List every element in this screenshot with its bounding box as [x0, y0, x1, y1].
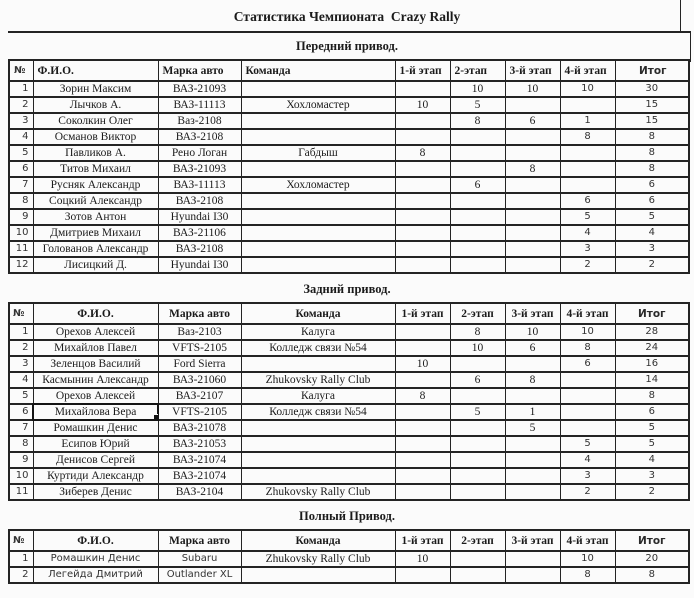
cell[interactable]: Zhukovsky Rally Club: [241, 372, 395, 388]
cell[interactable]: [450, 468, 505, 484]
cell[interactable]: 10: [395, 551, 450, 567]
table-row: [9, 81, 689, 97]
column-header[interactable]: 1-й этап: [395, 530, 450, 551]
cell[interactable]: [395, 81, 450, 97]
cell[interactable]: ВАЗ-2108: [158, 241, 241, 257]
cell[interactable]: Соцкий Александр: [33, 193, 158, 209]
cell[interactable]: 3: [615, 468, 689, 484]
cell[interactable]: 5: [560, 209, 615, 225]
selected-cell[interactable]: Михайлова Вера: [33, 404, 158, 420]
cell[interactable]: 4: [615, 225, 689, 241]
column-header[interactable]: Марка авто: [158, 303, 241, 324]
cell[interactable]: 6: [450, 372, 505, 388]
cell[interactable]: [560, 161, 615, 177]
cell[interactable]: Титов Михаил: [33, 161, 158, 177]
row-number-cell[interactable]: 11: [9, 241, 33, 257]
cell[interactable]: 10: [505, 81, 560, 97]
cell[interactable]: [450, 209, 505, 225]
cell[interactable]: ВАЗ-2107: [158, 388, 241, 404]
table-row: [9, 468, 689, 484]
cell[interactable]: [505, 436, 560, 452]
cell[interactable]: [241, 209, 395, 225]
table-row: [9, 177, 689, 193]
cell[interactable]: 3: [615, 241, 689, 257]
table-row: [9, 484, 689, 500]
cell[interactable]: [241, 225, 395, 241]
column-header[interactable]: 2-этап: [450, 530, 505, 551]
cell[interactable]: 5: [505, 420, 560, 436]
cell[interactable]: [505, 177, 560, 193]
column-header[interactable]: 3-й этап: [505, 530, 560, 551]
cell[interactable]: ВАЗ-11113: [158, 97, 241, 113]
cell[interactable]: Калуга: [241, 388, 395, 404]
cell[interactable]: 8: [615, 388, 689, 404]
cell[interactable]: [560, 388, 615, 404]
cell[interactable]: Голованов Александр: [33, 241, 158, 257]
border-segment-top-right: [680, 0, 681, 31]
cell[interactable]: [395, 340, 450, 356]
cell[interactable]: [505, 97, 560, 113]
row-number-cell[interactable]: 4: [9, 372, 33, 388]
cell[interactable]: 10: [560, 551, 615, 567]
table-row: [9, 404, 689, 420]
page-title: Статистика Чемпионата Crazy Rally: [233, 9, 461, 24]
cell[interactable]: [505, 452, 560, 468]
cell[interactable]: 10: [395, 356, 450, 372]
cell[interactable]: [505, 241, 560, 257]
cell[interactable]: 8: [395, 145, 450, 161]
table-row: [9, 145, 689, 161]
cell[interactable]: [395, 193, 450, 209]
table-row: [9, 436, 689, 452]
cell[interactable]: 4: [615, 452, 689, 468]
cell[interactable]: [241, 241, 395, 257]
cell[interactable]: Hyundai I30: [158, 209, 241, 225]
row-number-cell[interactable]: 1: [9, 81, 33, 97]
cell[interactable]: [241, 257, 395, 273]
cell[interactable]: [395, 404, 450, 420]
row-number-cell[interactable]: 9: [9, 452, 33, 468]
column-header[interactable]: 1-й этап: [395, 303, 450, 324]
row-number-cell[interactable]: 3: [9, 356, 33, 372]
cell[interactable]: ВАЗ-21093: [158, 81, 241, 97]
row-number-cell[interactable]: 12: [9, 257, 33, 273]
cell[interactable]: 6: [615, 177, 689, 193]
cell[interactable]: [241, 567, 395, 583]
cell[interactable]: 10: [505, 324, 560, 340]
table-row: [9, 225, 689, 241]
cell[interactable]: 8: [615, 567, 689, 583]
cell[interactable]: 8: [395, 388, 450, 404]
cell[interactable]: [560, 372, 615, 388]
cell[interactable]: Ford Sierra: [158, 356, 241, 372]
row-number-cell[interactable]: 6: [9, 404, 33, 420]
cell[interactable]: 5: [615, 420, 689, 436]
column-header[interactable]: Итог: [615, 60, 689, 81]
cell[interactable]: Лычков А.: [33, 97, 158, 113]
cell[interactable]: [241, 81, 395, 97]
cell[interactable]: 2: [560, 484, 615, 500]
cell[interactable]: 8: [450, 113, 505, 129]
cell[interactable]: [241, 161, 395, 177]
row-number-cell[interactable]: 7: [9, 420, 33, 436]
table-row: [9, 340, 689, 356]
cell[interactable]: Орехов Алексей: [33, 388, 158, 404]
cell[interactable]: 8: [560, 567, 615, 583]
table-body: [9, 551, 689, 583]
cell[interactable]: [241, 356, 395, 372]
cell[interactable]: 8: [505, 161, 560, 177]
cell[interactable]: 8: [505, 372, 560, 388]
cell[interactable]: Легейда Дмитрий: [33, 567, 158, 583]
cell[interactable]: [450, 567, 505, 583]
cell[interactable]: [505, 567, 560, 583]
cell[interactable]: [505, 225, 560, 241]
cell[interactable]: 15: [615, 97, 689, 113]
cell[interactable]: VFTS-2105: [158, 404, 241, 420]
cell[interactable]: 1: [505, 404, 560, 420]
column-header[interactable]: Ф.И.О.: [33, 303, 158, 324]
cell[interactable]: 6: [560, 356, 615, 372]
column-header[interactable]: 3-й этап: [505, 303, 560, 324]
cell[interactable]: Русняк Александр: [33, 177, 158, 193]
cell[interactable]: [395, 129, 450, 145]
row-number-cell[interactable]: 3: [9, 113, 33, 129]
cell[interactable]: [505, 257, 560, 273]
cell[interactable]: ВАЗ-21074: [158, 468, 241, 484]
row-number-cell[interactable]: 1: [9, 324, 33, 340]
cell[interactable]: [450, 145, 505, 161]
column-header[interactable]: Марка авто: [158, 60, 241, 81]
cell[interactable]: 5: [615, 436, 689, 452]
cell[interactable]: Калуга: [241, 324, 395, 340]
table-header: [9, 530, 689, 551]
cell[interactable]: 8: [560, 340, 615, 356]
cell[interactable]: 8: [615, 129, 689, 145]
cell[interactable]: 10: [450, 81, 505, 97]
cell[interactable]: Зорин Максим: [33, 81, 158, 97]
cell[interactable]: 2: [560, 257, 615, 273]
cell[interactable]: Денисов Сергей: [33, 452, 158, 468]
table-rear-drive: [8, 302, 690, 501]
column-header[interactable]: Команда: [241, 530, 395, 551]
cell[interactable]: Есипов Юрий: [33, 436, 158, 452]
table-row: [9, 567, 689, 583]
column-header[interactable]: 2-этап: [450, 303, 505, 324]
cell[interactable]: [450, 225, 505, 241]
cell[interactable]: ВАЗ-21078: [158, 420, 241, 436]
row-number-cell[interactable]: 10: [9, 225, 33, 241]
row-number-cell[interactable]: 7: [9, 177, 33, 193]
cell[interactable]: [241, 420, 395, 436]
cell[interactable]: Габдыш: [241, 145, 395, 161]
cell[interactable]: [505, 209, 560, 225]
row-number-cell[interactable]: 10: [9, 468, 33, 484]
title-divider: [8, 31, 691, 33]
cell[interactable]: ВАЗ-11113: [158, 177, 241, 193]
column-header[interactable]: №: [9, 303, 33, 324]
cell[interactable]: [560, 420, 615, 436]
cell[interactable]: Ваз-2108: [158, 113, 241, 129]
row-number-cell[interactable]: 2: [9, 340, 33, 356]
cell[interactable]: Зиберев Денис: [33, 484, 158, 500]
cell[interactable]: 4: [560, 225, 615, 241]
column-header[interactable]: Команда: [241, 303, 395, 324]
cell[interactable]: 14: [615, 372, 689, 388]
table-body: [9, 81, 689, 273]
cell[interactable]: [395, 113, 450, 129]
column-header[interactable]: №: [9, 60, 33, 81]
cell[interactable]: Ромашкин Денис: [33, 551, 158, 567]
cell[interactable]: [395, 468, 450, 484]
cell[interactable]: [505, 551, 560, 567]
cell[interactable]: Ваз-2103: [158, 324, 241, 340]
cell[interactable]: Subaru: [158, 551, 241, 567]
cell[interactable]: 6: [615, 193, 689, 209]
cell[interactable]: [450, 420, 505, 436]
cell[interactable]: 5: [560, 436, 615, 452]
cell[interactable]: VFTS-2105: [158, 340, 241, 356]
cell[interactable]: Зотов Антон: [33, 209, 158, 225]
header-row: [9, 60, 689, 81]
cell[interactable]: [450, 257, 505, 273]
cell[interactable]: [395, 161, 450, 177]
table-row: [9, 97, 689, 113]
cell[interactable]: Рено Логан: [158, 145, 241, 161]
cell[interactable]: [505, 129, 560, 145]
cell[interactable]: [450, 129, 505, 145]
cell[interactable]: Касмынин Александр: [33, 372, 158, 388]
cell[interactable]: [241, 129, 395, 145]
table-row: [9, 356, 689, 372]
cell[interactable]: [450, 484, 505, 500]
row-number-cell[interactable]: 6: [9, 161, 33, 177]
row-number-cell[interactable]: 1: [9, 551, 33, 567]
cell[interactable]: ВАЗ-21093: [158, 161, 241, 177]
cell[interactable]: [241, 113, 395, 129]
column-header[interactable]: 3-й этап: [505, 60, 560, 81]
cell[interactable]: Зеленцов Василий: [33, 356, 158, 372]
cell[interactable]: [505, 193, 560, 209]
cell[interactable]: [395, 484, 450, 500]
cell[interactable]: 8: [615, 145, 689, 161]
column-header[interactable]: 2-этап: [450, 60, 505, 81]
row-number-cell[interactable]: 5: [9, 145, 33, 161]
row-number-cell[interactable]: 11: [9, 484, 33, 500]
cell[interactable]: 30: [615, 81, 689, 97]
row-number-cell[interactable]: 2: [9, 567, 33, 583]
row-number-cell[interactable]: 8: [9, 193, 33, 209]
cell[interactable]: [450, 356, 505, 372]
cell[interactable]: Михайлов Павел: [33, 340, 158, 356]
cell[interactable]: 10: [560, 81, 615, 97]
row-number-cell[interactable]: 4: [9, 129, 33, 145]
row-number-cell[interactable]: 5: [9, 388, 33, 404]
column-header[interactable]: Итог: [615, 530, 689, 551]
row-number-cell[interactable]: 2: [9, 97, 33, 113]
cell[interactable]: [395, 209, 450, 225]
cell[interactable]: 1: [560, 113, 615, 129]
cell[interactable]: ВАЗ-21074: [158, 452, 241, 468]
cell[interactable]: ВАЗ-2108: [158, 193, 241, 209]
table-row: [9, 161, 689, 177]
cell[interactable]: [450, 452, 505, 468]
cell[interactable]: 5: [450, 404, 505, 420]
cell[interactable]: 28: [615, 324, 689, 340]
table-row: [9, 193, 689, 209]
cell[interactable]: [505, 388, 560, 404]
cell[interactable]: [505, 484, 560, 500]
column-header[interactable]: 4-й этап: [560, 530, 615, 551]
cell[interactable]: 8: [615, 161, 689, 177]
column-header[interactable]: Марка авто: [158, 530, 241, 551]
cell[interactable]: ВАЗ-21106: [158, 225, 241, 241]
table-row: [9, 551, 689, 567]
column-header[interactable]: Ф.И.О.: [33, 530, 158, 551]
table-header: [9, 60, 689, 81]
border-segment-section-right: [690, 33, 691, 62]
cell[interactable]: 6: [560, 193, 615, 209]
table-row: [9, 257, 689, 273]
header-row: [9, 530, 689, 551]
cell[interactable]: ВАЗ-21053: [158, 436, 241, 452]
cell[interactable]: Колледж связи №54: [241, 404, 395, 420]
cell[interactable]: Zhukovsky Rally Club: [241, 551, 395, 567]
cell[interactable]: 15: [615, 113, 689, 129]
table-row: [9, 129, 689, 145]
cell[interactable]: [450, 551, 505, 567]
cell[interactable]: [505, 468, 560, 484]
cell[interactable]: Соколкин Олег: [33, 113, 158, 129]
cell[interactable]: [395, 241, 450, 257]
cell[interactable]: [395, 324, 450, 340]
cell[interactable]: 6: [450, 177, 505, 193]
cell[interactable]: Куртиди Александр: [33, 468, 158, 484]
cell[interactable]: 2: [615, 257, 689, 273]
cell[interactable]: [560, 177, 615, 193]
cell[interactable]: 3: [560, 468, 615, 484]
section-title-front-drive: Передний привод.: [295, 39, 399, 53]
cell[interactable]: 6: [505, 340, 560, 356]
table-row: [9, 324, 689, 340]
cell[interactable]: [241, 193, 395, 209]
cell[interactable]: [395, 372, 450, 388]
table-body: [9, 324, 689, 500]
row-number-cell[interactable]: 9: [9, 209, 33, 225]
cell[interactable]: [450, 193, 505, 209]
cell[interactable]: 2: [615, 484, 689, 500]
cell[interactable]: [505, 145, 560, 161]
cell[interactable]: 10: [395, 97, 450, 113]
cell[interactable]: [241, 452, 395, 468]
cell[interactable]: [560, 404, 615, 420]
cell[interactable]: [241, 468, 395, 484]
cell[interactable]: ВАЗ-2104: [158, 484, 241, 500]
cell[interactable]: 3: [560, 241, 615, 257]
cell[interactable]: 8: [560, 129, 615, 145]
cell[interactable]: Османов Виктор: [33, 129, 158, 145]
cell[interactable]: [505, 356, 560, 372]
cell[interactable]: [395, 257, 450, 273]
cell[interactable]: 6: [505, 113, 560, 129]
column-header[interactable]: 1-й этап: [395, 60, 450, 81]
table-row: [9, 388, 689, 404]
table-row: [9, 113, 689, 129]
table-row: [9, 209, 689, 225]
cell[interactable]: Павликов А.: [33, 145, 158, 161]
column-header[interactable]: №: [9, 530, 33, 551]
section-title-full-drive: Полный Привод.: [299, 509, 395, 523]
table-full-drive: [8, 529, 690, 584]
cell[interactable]: 24: [615, 340, 689, 356]
cell[interactable]: Колледж связи №54: [241, 340, 395, 356]
cell[interactable]: 5: [615, 209, 689, 225]
cell[interactable]: [450, 436, 505, 452]
cell[interactable]: Outlander XL: [158, 567, 241, 583]
cell[interactable]: [395, 225, 450, 241]
cell[interactable]: [395, 420, 450, 436]
cell[interactable]: 4: [560, 452, 615, 468]
section-title-rear-drive: Задний привод.: [303, 282, 391, 296]
cell[interactable]: Хохломастер: [241, 97, 395, 113]
cell[interactable]: [395, 452, 450, 468]
table-row: [9, 372, 689, 388]
cell[interactable]: 6: [615, 404, 689, 420]
cell[interactable]: Орехов Алексей: [33, 324, 158, 340]
cell[interactable]: 16: [615, 356, 689, 372]
cell[interactable]: [560, 145, 615, 161]
cell[interactable]: 5: [450, 97, 505, 113]
cell[interactable]: [395, 436, 450, 452]
column-header[interactable]: Команда: [241, 60, 395, 81]
cell[interactable]: [395, 177, 450, 193]
table-header: [9, 303, 689, 324]
cell[interactable]: [395, 567, 450, 583]
cell[interactable]: ВАЗ-2108: [158, 129, 241, 145]
cell[interactable]: 10: [450, 340, 505, 356]
column-header[interactable]: Ф.И.О.: [33, 60, 158, 81]
cell[interactable]: [241, 436, 395, 452]
cell[interactable]: ВАЗ-21060: [158, 372, 241, 388]
cell[interactable]: Hyundai I30: [158, 257, 241, 273]
cell[interactable]: Ромашкин Денис: [33, 420, 158, 436]
cell[interactable]: 8: [450, 324, 505, 340]
cell[interactable]: Лисицкий Д.: [33, 257, 158, 273]
table-front-drive: [8, 59, 690, 274]
cell[interactable]: Хохломастер: [241, 177, 395, 193]
cell[interactable]: [560, 97, 615, 113]
cell[interactable]: [450, 241, 505, 257]
cell[interactable]: Дмитриев Михаил: [33, 225, 158, 241]
header-row: [9, 303, 689, 324]
table-row: [9, 241, 689, 257]
cell[interactable]: [450, 161, 505, 177]
cell[interactable]: [450, 388, 505, 404]
table-row: [9, 420, 689, 436]
row-number-cell[interactable]: 8: [9, 436, 33, 452]
cell[interactable]: Zhukovsky Rally Club: [241, 484, 395, 500]
cell[interactable]: 20: [615, 551, 689, 567]
column-header[interactable]: Итог: [615, 303, 689, 324]
column-header[interactable]: 4-й этап: [560, 60, 615, 81]
column-header[interactable]: 4-й этап: [560, 303, 615, 324]
table-row: [9, 452, 689, 468]
cell[interactable]: 10: [560, 324, 615, 340]
